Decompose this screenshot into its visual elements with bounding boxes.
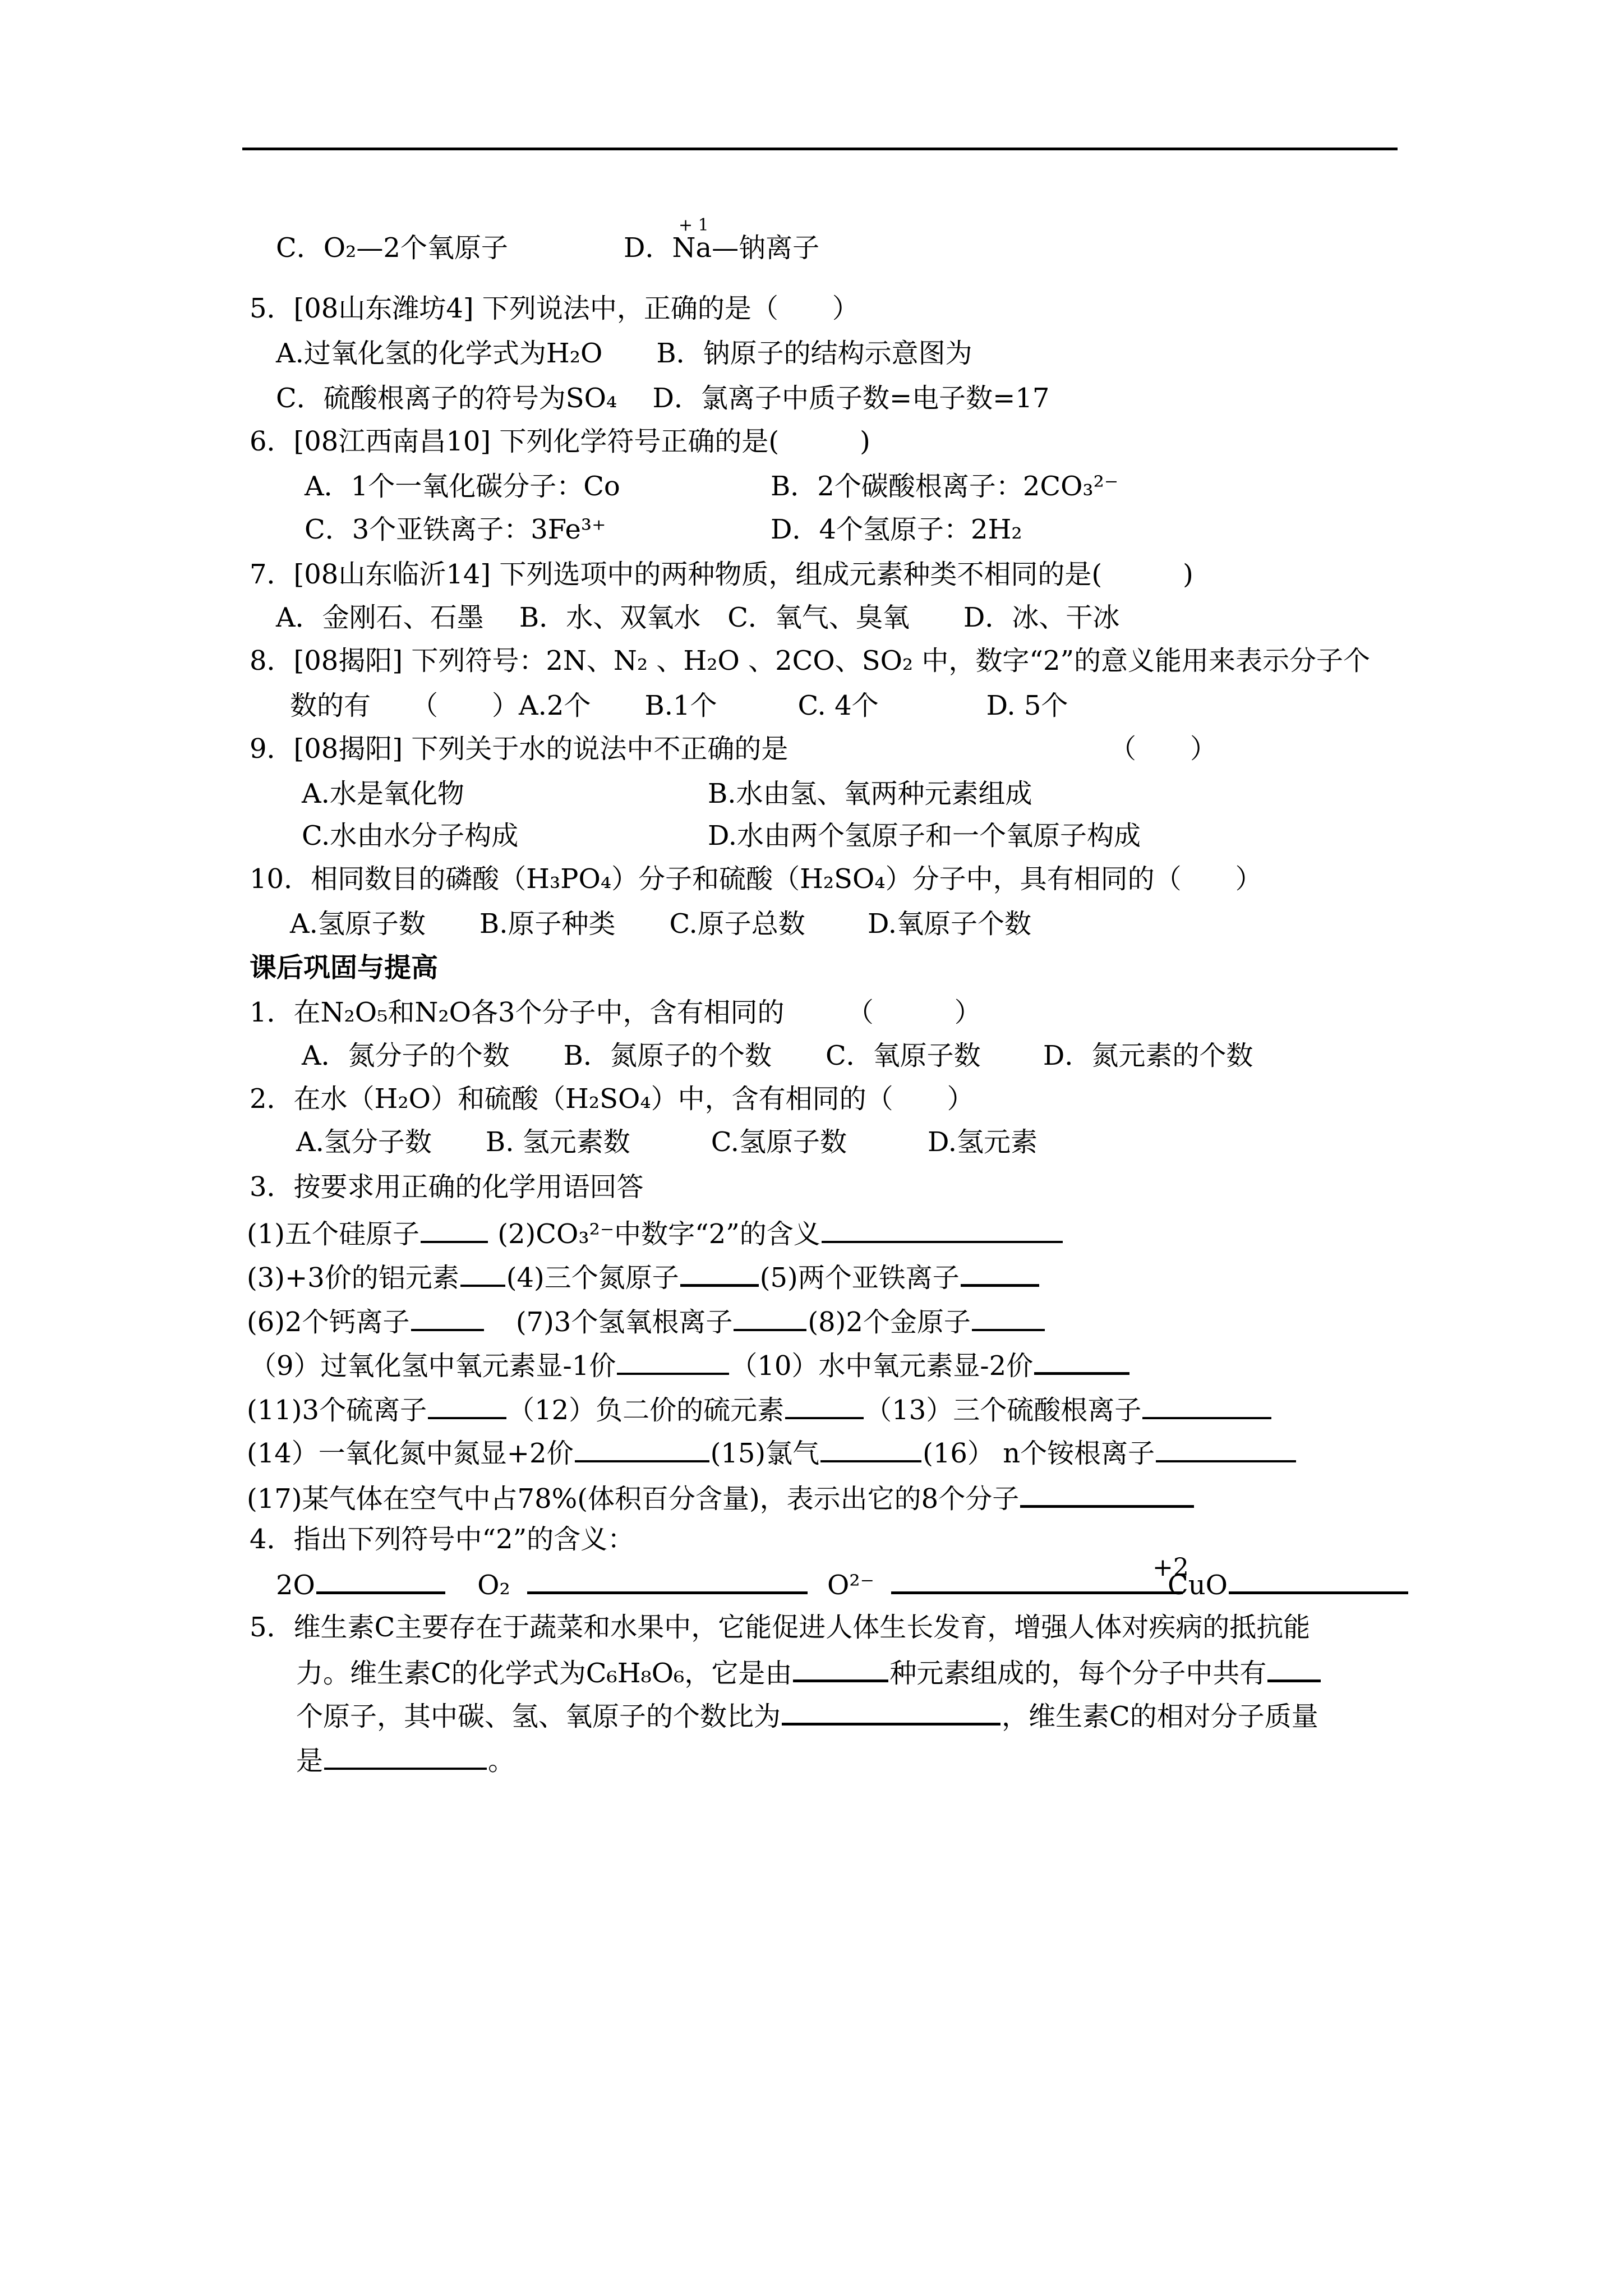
answer-blank[interactable] xyxy=(734,1303,806,1331)
question-6: 6．[08江西南昌10] 下列化学符号正确的是( ) xyxy=(250,426,870,457)
q5-text-b: 种元素组成的，每个分子中共有 xyxy=(889,1658,1267,1689)
question-8: 8．[08揭阳] 下列符号：2N、N₂ 、H₂O 、2CO、SO₂ 中，数字“2”的意义能用来表示分子个 xyxy=(250,645,1371,677)
q5-text-c: 个原子，其中碳、氢、氧原子的个数比为 xyxy=(296,1701,781,1732)
item-4-label: (4)三个氮原子 xyxy=(506,1262,679,1294)
symbol-cuo: CuO xyxy=(1168,1570,1228,1601)
question-10: 10．相同数目的磷酸（H₃PO₄）分子和硫酸（H₂SO₄）分子中，具有相同的（ ） xyxy=(250,863,1262,895)
review-q3-row6 xyxy=(247,1434,1297,1470)
answer-blank[interactable] xyxy=(820,1434,921,1462)
answer-blank[interactable] xyxy=(785,1391,864,1419)
item-13-label: （13）三个硫酸根离子 xyxy=(865,1395,1142,1426)
question-5: 5．[08山东潍坊4] 下列说法中，正确的是（ ） xyxy=(250,293,859,324)
q9-option-d: D.水由两个氢原子和一个氧原子构成 xyxy=(708,820,1141,852)
answer-blank[interactable] xyxy=(617,1347,729,1375)
review-q5-line4 xyxy=(296,1742,515,1778)
q5-options-cd: C．硫酸根离子的符号为SO₄ D．氯离子中质子数=电子数=17 xyxy=(276,383,1050,414)
answer-blank[interactable] xyxy=(316,1566,445,1594)
item-9-label: （9）过氧化氢中氧元素显-1价 xyxy=(250,1350,616,1382)
answer-blank[interactable] xyxy=(527,1566,808,1594)
q9-option-b: B.水由氢、氧两种元素组成 xyxy=(708,778,1032,809)
answer-blank[interactable] xyxy=(421,1215,488,1243)
question-9: 9．[08揭阳] 下列关于水的说法中不正确的是 xyxy=(250,733,789,765)
answer-blank[interactable] xyxy=(822,1215,1063,1243)
answer-blank[interactable] xyxy=(324,1742,487,1770)
q10-options: A.氢原子数 B.原子种类 C.原子总数 D.氧原子个数 xyxy=(290,908,1032,940)
q6-option-b: B．2个碳酸根离子：2CO₃²⁻ xyxy=(771,471,1119,502)
review-q3-row3 xyxy=(247,1303,1046,1339)
item-1-label: (1)五个硅原子 xyxy=(247,1218,419,1250)
symbol-o2: O₂ xyxy=(477,1570,510,1601)
q5-text-e: 是 xyxy=(296,1745,324,1777)
answer-blank[interactable] xyxy=(575,1434,709,1462)
review-question-5: 5．维生素C主要存在于蔬菜和水果中，它能促进人体生长发育，增强人体对疾病的抵抗能 xyxy=(250,1612,1311,1643)
answer-blank[interactable] xyxy=(460,1259,505,1287)
item-12-label: （12）负二价的硫元素 xyxy=(508,1395,785,1426)
review-q3-row5 xyxy=(247,1391,1272,1427)
q4-option-d-charge: + 1 xyxy=(679,215,709,235)
answer-blank[interactable] xyxy=(891,1566,1183,1594)
answer-blank[interactable] xyxy=(1020,1479,1194,1508)
review-q5-line3 xyxy=(296,1697,1318,1733)
review-q3-row4 xyxy=(250,1346,1131,1383)
symbol-2o: 2O xyxy=(276,1570,315,1601)
q5-options-ab: A.过氧化氢的化学式为H₂O B．钠原子的结构示意图为 xyxy=(276,338,972,369)
review-q4-cuo xyxy=(1168,1566,1409,1602)
q4-option-d: D．Na—钠离子 xyxy=(624,232,820,264)
answer-blank[interactable] xyxy=(961,1258,1039,1287)
answer-blank[interactable] xyxy=(1229,1566,1408,1594)
q8-options: 数的有 （ ）A.2个 B.1个 C. 4个 D. 5个 xyxy=(290,690,1068,721)
q5-text-a: 力。维生素C的化学式为C₆H₈O₆，它是由 xyxy=(296,1658,792,1689)
answer-blank[interactable] xyxy=(1156,1434,1296,1462)
answer-blank[interactable] xyxy=(1267,1654,1321,1682)
item-16-label: (16） n个铵根离子 xyxy=(923,1438,1155,1469)
item-6-label: (6)2个钙离子 xyxy=(247,1306,410,1338)
item-17-label: (17)某气体在空气中占78%(体积百分含量)，表示出它的8个分子 xyxy=(247,1483,1020,1515)
header-rule xyxy=(242,148,1398,150)
question-7: 7．[08山东临沂14] 下列选项中的两种物质，组成元素种类不相同的是( ) xyxy=(250,559,1193,590)
review-q3-row2 xyxy=(247,1258,1040,1295)
q5-text-d: ，维生素C的相对分子质量 xyxy=(1002,1701,1318,1732)
cuo-charge: +2 xyxy=(1152,1553,1189,1582)
q9-option-c: C.水由水分子构成 xyxy=(302,820,519,852)
symbol-o2-ion: O²⁻ xyxy=(827,1570,874,1601)
item-2-label: (2)CO₃²⁻中数字“2”的含义 xyxy=(497,1218,820,1250)
answer-blank[interactable] xyxy=(411,1303,484,1331)
q4-option-c: C．O₂—2个氧原子 xyxy=(276,232,508,264)
item-5-label: (5)两个亚铁离子 xyxy=(759,1262,960,1294)
review-question-3: 3．按要求用正确的化学用语回答 xyxy=(250,1171,644,1203)
answer-blank[interactable] xyxy=(1142,1391,1271,1419)
q9-option-a: A.水是氧化物 xyxy=(302,778,464,809)
review-q2-options: A.氢分子数 B. 氢元素数 C.氢原子数 D.氢元素 xyxy=(296,1126,1038,1158)
item-15-label: (15)氯气 xyxy=(710,1438,820,1469)
q9-answer-bracket: （ ） xyxy=(1109,733,1218,765)
item-3-label: (3)+3价的铝元素 xyxy=(247,1262,459,1294)
item-8-label: (8)2个金原子 xyxy=(808,1306,971,1338)
item-10-label: （10）水中氧元素显-2价 xyxy=(730,1350,1034,1382)
answer-blank[interactable] xyxy=(1034,1346,1129,1375)
review-q5-line2 xyxy=(296,1654,1322,1690)
review-q1-options: A．氮分子的个数 B．氮原子的个数 C．氧原子数 D．氮元素的个数 xyxy=(302,1040,1253,1071)
q6-option-a: A．1个一氧化碳分子：Co xyxy=(305,471,620,502)
review-q3-row7 xyxy=(247,1479,1195,1516)
item-11-label: (11)3个硫离子 xyxy=(247,1395,427,1426)
review-q3-row1 xyxy=(247,1215,1064,1251)
answer-blank[interactable] xyxy=(680,1258,759,1287)
item-14-label: (14）一氧化氮中氮显+2价 xyxy=(247,1438,574,1469)
item-7-label: (7)3个氢氧根离子 xyxy=(515,1306,733,1338)
review-q4-symbols xyxy=(276,1566,1184,1602)
q7-options: A．金刚石、石墨 B．水、双氧水 C．氧气、臭氧 D．冰、干冰 xyxy=(276,602,1120,633)
q6-option-d: D．4个氢原子：2H₂ xyxy=(771,514,1022,545)
review-question-4: 4．指出下列符号中“2”的含义： xyxy=(250,1524,635,1555)
q5-text-f: 。 xyxy=(488,1745,515,1777)
section-title: 课后巩固与提高 xyxy=(250,952,439,983)
review-question-1: 1．在N₂O₅和N₂O各3个分子中，含有相同的 （ ） xyxy=(250,997,981,1028)
answer-blank[interactable] xyxy=(972,1303,1045,1331)
answer-blank[interactable] xyxy=(428,1391,506,1419)
answer-blank[interactable] xyxy=(782,1697,1000,1726)
review-question-2: 2．在水（H₂O）和硫酸（H₂SO₄）中，含有相同的（ ） xyxy=(250,1083,974,1115)
answer-blank[interactable] xyxy=(793,1654,888,1682)
q6-option-c: C．3个亚铁离子：3Fe³⁺ xyxy=(305,514,606,545)
